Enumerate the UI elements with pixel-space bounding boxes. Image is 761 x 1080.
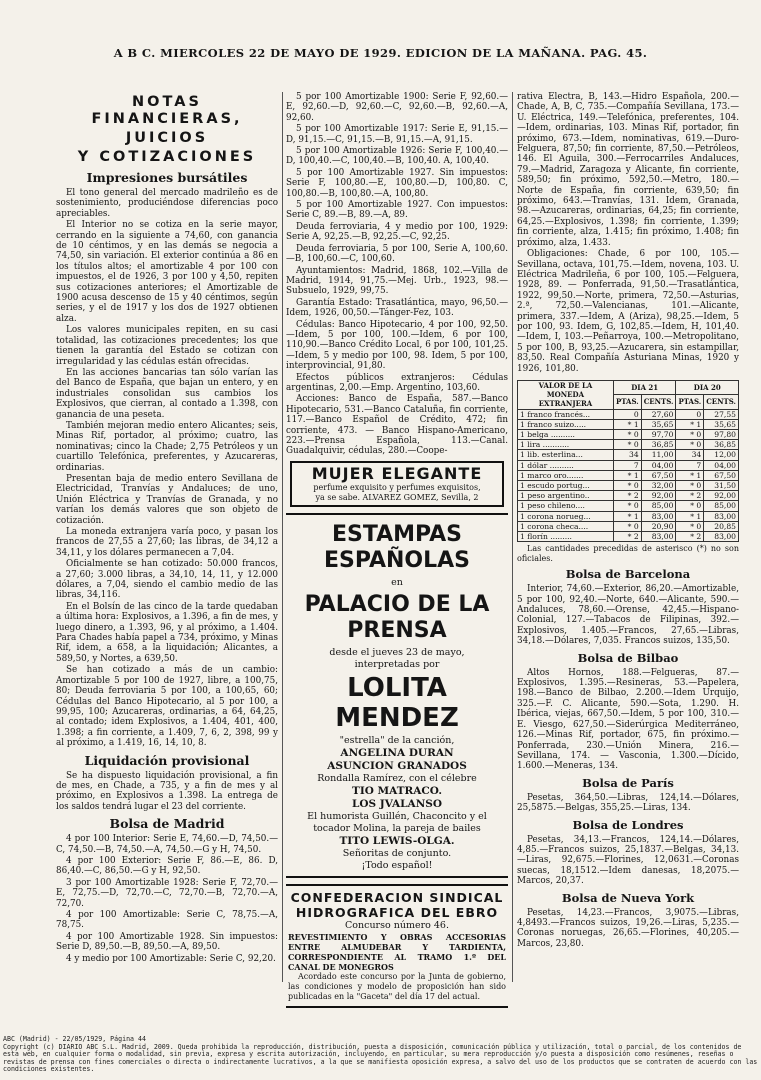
currency-name: 1 marco oro....... <box>518 470 614 480</box>
exchange-row <box>518 440 739 450</box>
cents-cell: 32,00 <box>641 481 676 491</box>
ptas-cell: * 0 <box>613 440 641 450</box>
paragraph: rativa Electra, B, 143.—Hidro Española, 200.—Chade, A, B, C, 735.—Compañía Sevillana, 173.—U. Eléctrica, 149.—Telefónica, preferentes, 104.—Idem, ordinarias, 103. Minas Rif, portador, fin próximo, 673.—Idem, nominativas, 619.—Duro-Felguera, 87,50; fin corriente, 87,50.—Petróleos, 146. El Aguila, 300.—Ferrocarriles Andaluces, 79.—Madrid, Zaragoza y Alicante, fin corriente, 589,50; fin próximo, 592,50.—Metro, 180.—Norte de España, fin corriente, 639,50; fin próximo, 643.—Tranvías, 131. Idem, Granada, 98.—Azucareras, ordinarias, 64,25; fin corriente, 64,25.—Explosivos, 1.398; fin corriente, 1.399; fin corriente, alza, 1.415; fin próximo, 1.408; fin próximo, alza, 1.433. <box>517 92 739 248</box>
advert-artist: TIO MATRACO. <box>352 784 442 797</box>
advert-venue: PALACIO DE LA PRENSA <box>304 591 490 643</box>
page-header: A B C. MIERCOLES 22 DE MAYO DE 1929. EDICION DE LA MAÑANA. PAG. 45. <box>113 46 648 60</box>
exchange-row <box>518 460 739 470</box>
currency-name: 1 dólar .......... <box>518 460 614 470</box>
exchange-unit-header: CENTS. <box>704 395 739 409</box>
exchange-row <box>518 532 739 542</box>
advert-star: LOLITA MENDEZ <box>335 672 459 733</box>
section-title: Y COTIZACIONES <box>77 149 257 165</box>
advert-line: Concurso número 46. <box>345 919 449 931</box>
advert-artist: TITO LEWIS-OLGA. <box>339 834 455 847</box>
paragraph: Pesetas, 34,13.—Francos, 124,14.—Dólares, 4,85.—Francos suizos, 25,1837.—Belgas, 34,13.—Liras, 92,675.—Florines, 12,0631.—Coronas suecas, 18,1512.—Idem danesas, 18,2075.—Marcos, 20,37. <box>517 834 739 887</box>
currency-name: 1 escudo portug... <box>518 481 614 491</box>
footer-source: ABC (Madrid) - 22/05/1929, Página 44 <box>3 1035 146 1043</box>
advert-line: tocador Molina, la pareja de bailes <box>313 822 481 834</box>
paragraph: En las acciones bancarias tan sólo varían las del Banco de España, que bajan un entero, y en industriales consolidan sus cambios los Explosivos, que cierran, al contado a 1.398, con ganancia de una peseta. <box>56 367 278 420</box>
paragraph: 5 por 100 Amortizable 1900: Serie F, 92,60.—E, 92,60.—D, 92,60.—C, 92,60.—B, 92,60.—A, 92,60. <box>286 92 508 123</box>
advert-line: ¡Todo español! <box>361 859 433 871</box>
exchange-row <box>518 470 739 480</box>
cents-cell: 36,85 <box>641 440 676 450</box>
ptas-cell: 7 <box>613 460 641 470</box>
paragraph: Pesetas, 364,50.—Libras, 124,14.—Dólares, 25,5875.—Belgas, 355,25.—Liras, 134. <box>517 792 739 814</box>
paragraph: Altos Hornos, 188.—Felgueras, 87.—Explosivos, 1.395.—Resineras, 53.—Papelera, 198.—Banco de Bilbao, 2.200.—Idem Urquijo, 325.—F. C. Alicante, 590.—Sota, 1.290. H. Ibérica, viejas, 667,50.—Idem, 5 por 100, 310.—E. Viesgo, 627,50.—Siderúrgica Mediterráneo, 126.—Minas Rif, portador, 675, fin próximo.—Ponferrada, 230.—Unión Minera, 216.—Sevillana, 174. — Vasconia, 1.300.—Dícido, 1.600.—Meneras, 134. <box>517 667 739 772</box>
paragraph: Pesetas, 14,23.—Francos, 3,9075.—Libras, 4,8493.—Francos suizos, 19,26.—Liras, 5,235.—Coronas noruegas, 26,65.—Florines, 40,205.—Marcos, 23,80. <box>517 907 739 949</box>
paragraph: Deuda ferroviaria, 4 y medio por 100, 1929: Serie A, 92,25.—B, 92,25.—C, 92,25. <box>286 221 508 243</box>
ptas-cell: * 0 <box>676 501 704 511</box>
ptas-cell: * 2 <box>613 491 641 501</box>
column-2 <box>286 92 508 1001</box>
ptas-cell: * 1 <box>676 511 704 521</box>
ptas-cell: * 1 <box>613 419 641 429</box>
paragraph: Garantía Estado: Trasatlántica, mayo, 96,50.—Idem, 1926, 00,50.—Tánger-Fez, 103. <box>286 297 508 319</box>
cents-cell: 83,00 <box>641 511 676 521</box>
cents-cell: 67,50 <box>641 470 676 480</box>
paragraph: El Interior no se cotiza en la serie mayor, cerrando en la siguiente a 74,60, con ganancia de 10 céntimos, y en las demás se negocia a 74,50, sin variación. El exterior continúa a 86 en los títulos altos; el amortizable 4 por 100 con impuestos, el de 1926, 3 por 100 y 4,50, repiten sus cotizaciones anteriores; el Amortizable de 1900 acusa descenso de 15 y 40 céntimos, según series, y el de 1917 y los dos de 1927 obtienen alza. <box>56 220 278 324</box>
ptas-cell: * 1 <box>676 419 704 429</box>
subheading: Bolsa de París <box>582 775 674 790</box>
cents-cell: 92,00 <box>704 491 739 501</box>
currency-name: 1 franco suizo..... <box>518 419 614 429</box>
subheading: Impresiones bursátiles <box>86 170 248 185</box>
paragraph: Cédulas: Banco Hipotecario, 4 por 100, 92,50.—Idem, 5 por 100, 100.—Idem, 6 por 100, 110,90.—Banco Crédito Local, 6 por 100, 101,25.—Idem, 5 y medio por 100, 98. Idem, 5 por 100, interprovincial, 91,80. <box>286 319 508 372</box>
paragraph: 5 por 100 Amortizable 1927. Sin impuestos: Serie F, 100,80.—E, 100,80.—D, 100,80. C, 100,80.—B, 100,80.—A, 100,80. <box>286 167 508 199</box>
ptas-cell: * 1 <box>613 470 641 480</box>
ptas-cell: 34 <box>613 450 641 460</box>
advert-line: ya se sabe. ALVAREZ GOMEZ, Sevilla, 2 <box>315 492 479 502</box>
paragraph: Obligaciones: Chade, 6 por 100, 105.—Sevillana, octava, 101,75.—Idem, novena, 103. U. Eléctrica Madrileña, 6 por 100, 105.—Felguera, 1928, 89. — Ponferrada, 91,50.—Trasatlántica, 1922, 99,50.—Norte, primera, 72,50.—Asturias, 2.ª, 72,50.—Valencianas, 101.—Alicante, primera, 337.—Idem, A (Ariza), 98,25.—Idem, 5 por 100, 93. Idem, G, 102,85.—Idem, H, 101,40.—Idem, I, 103.—Peñarroya, 100.—Metropolitano, 5 por 100, B, 93,25.—Azucarera, sin estampillar, 83,50. Real Compañía Asturiana Minas, 1920 y 1926, 101,80. <box>517 249 739 374</box>
paragraph: Deuda ferroviaria, 5 por 100, Serie A, 100,60.—B, 100,60.—C, 100,60. <box>286 243 508 265</box>
ptas-cell: 7 <box>676 460 704 470</box>
ptas-cell: * 0 <box>613 429 641 439</box>
cents-cell: 67,50 <box>704 470 739 480</box>
advert-line: "estrella" de la canción, <box>339 734 455 746</box>
currency-name: 1 corona norueg... <box>518 511 614 521</box>
advert-mujer-elegante <box>290 461 504 507</box>
paragraph: También mejoran medio entero Alicantes; seis, Minas Rif, portador, al próximo; cuatro, las nominativas; cinco la Chade; 2,75 Petróleos y un cuartillo Telefónica, preferentes, y Azucareras, ordinarias. <box>56 420 278 473</box>
advert-title: HIDROGRAFICA DEL EBRO <box>295 904 499 920</box>
advert-artist: ASUNCION GRANADOS <box>327 759 467 772</box>
exchange-row <box>518 521 739 531</box>
exchange-row <box>518 429 739 439</box>
paragraph: Presentan baja de medio entero Sevillana de Electricidad, Tranvías y Andaluces; de uno, Unión Eléctrica y Tranvías de Granada, y no varían los demás valores que son objeto de cotización. <box>56 473 278 526</box>
column-rule <box>512 92 513 982</box>
paragraph: 4 y medio por 100 Amortizable: Serie C, 92,20. <box>66 953 276 964</box>
exchange-row <box>518 409 739 419</box>
cents-cell: 35,65 <box>704 419 739 429</box>
column-rule <box>282 92 283 982</box>
ptas-cell: * 0 <box>613 501 641 511</box>
advert-title: MUJER ELEGANTE <box>311 463 483 483</box>
advert-line: interpretadas por <box>354 658 440 670</box>
cents-cell: 12,00 <box>704 450 739 460</box>
cents-cell: 36,85 <box>704 440 739 450</box>
paragraph: Se ha dispuesto liquidación provisional, a fin de mes, en Chade, a 735, y a fin de mes y al próximo, en Explosivos a 1.398. La entrega de los saldos tendrá lugar el 23 del corriente. <box>56 770 278 812</box>
ptas-cell: * 0 <box>613 521 641 531</box>
exchange-table-body <box>518 409 739 542</box>
advert-artist: LOS JVALANSO <box>351 797 443 810</box>
footnote: Las cantidades precedidas de asterisco (*) no son oficiales. <box>517 544 739 563</box>
subheading: Bolsa de Bilbao <box>577 650 679 665</box>
advert-line: en <box>391 576 403 588</box>
subheading: Bolsa de Barcelona <box>565 567 691 582</box>
advert-body: REVESTIMIENTO Y OBRAS ACCESORIAS ENTRE ALMUDEBAR Y TARDIENTA, CORRESPONDIENTE AL TRAMO 1.º DEL CANAL DE MONEGROS <box>288 931 506 972</box>
page-footer <box>3 1036 758 1074</box>
cents-cell: 97,80 <box>704 429 739 439</box>
ptas-cell: * 2 <box>676 491 704 501</box>
exchange-row <box>518 491 739 501</box>
exchange-row <box>518 450 739 460</box>
currency-name: 1 belga .......... <box>518 429 614 439</box>
exchange-table <box>517 380 739 542</box>
ptas-cell: * 0 <box>613 481 641 491</box>
paragraph: Oficialmente se han cotizado: 50.000 francos, a 27,60; 3.000 libras, a 34,10, 14, 11, y 12.000 dólares, a 7,04, siendo el cambio medio de las libras, 34,116. <box>56 559 278 601</box>
section-title: NOTAS FINANCIERAS, <box>91 94 243 127</box>
currency-name: 1 florín ......... <box>518 532 614 542</box>
paragraph: En el Bolsín de las cinco de la tarde quedaban a última hora: Explosivos, a 1.396, a fin de mes, y luego dinero, a 1.393, 96, y al próximo, a 1.404. Para Chades había papel a 734, próximo, y Minas Rif, idem, a 658, a la liquidación; Alicantes, a 589,50, y Nortes, a 639,50. <box>56 601 278 664</box>
advert-line: Señoritas de conjunto. <box>342 847 452 859</box>
paragraph: 5 por 100 Amortizable 1917: Serie E, 91,15.—D, 91,15.—C, 91,15.—B, 91,15.—A, 91,15. <box>286 124 508 145</box>
paragraph: 4 por 100 Amortizable 1928. Sin impuestos: Serie D, 89,50.—B, 89,50.—A, 89,50. <box>56 931 278 953</box>
paragraph: La moneda extranjera varía poco, y pasan los francos de 27,55 a 27,60; las libras, de 34,12 a 34,11, y los dólares permanecen a 7,04. <box>56 527 278 558</box>
paragraph: Efectos públicos extranjeros: Cédulas argentinas, 2,00.—Emp. Argentino, 103,60. <box>286 372 508 393</box>
cents-cell: 83,00 <box>704 511 739 521</box>
paragraph: 5 por 100 Amortizable 1926: Serie F, 100,40.—D, 100,40.—C, 100,40.—B, 100,40. A, 100,40. <box>286 146 508 167</box>
cents-cell: 04,00 <box>641 460 676 470</box>
cents-cell: 04,00 <box>704 460 739 470</box>
cents-cell: 11,00 <box>641 450 676 460</box>
exchange-day-header: DIA 20 <box>676 380 739 394</box>
column-1 <box>56 92 278 992</box>
advert-line: perfume exquisito y perfumes exquisitos, <box>313 482 481 492</box>
exchange-unit-header: PTAS. <box>613 395 641 409</box>
subheading: Bolsa de Londres <box>572 817 684 832</box>
ptas-cell: 34 <box>676 450 704 460</box>
cents-cell: 35,65 <box>641 419 676 429</box>
subheading: Liquidación provisional <box>84 752 250 768</box>
cents-cell: 20,90 <box>641 521 676 531</box>
advert-confederacion <box>286 884 508 1008</box>
paragraph: Interior, 74,60.—Exterior, 86,20.—Amortizable, 5 por 100, 92,40.—Norte, 640.—Alicante, 590.—Andaluces, 78,60.—Orense, 42,45.—Hispano-Colonial, 127.—Tabacos de Filipinas, 392.—Explosivos, 1.405.—Francos, 27,65.—Libras, 34,18.—Dólares, 7,035. Francos suizos, 135,50. <box>517 584 739 647</box>
cents-cell: 85,00 <box>704 501 739 511</box>
exchange-unit-header: PTAS. <box>676 395 704 409</box>
currency-name: 1 franco francés... <box>518 409 614 419</box>
advert-title: CONFEDERACION SINDICAL <box>290 889 504 905</box>
exchange-header-line: EXTRANJERA <box>538 399 593 409</box>
paragraph: Se han cotizado a más de un cambio: Amortizable 5 por 100 de 1927, libre, a 100,75, 80; Deuda ferroviaria 5 por 100, a 100,65, 60; Cédulas del Banco Hipotecario, al 5 por 100, a 99,95, 100; Azucareras, ordinarias, a 64, 64,25, al contado; idem Explosivos, a 1.404, 401, 400, 1.398; a fin corriente, a 1.409, 7, 6, 2, 398, 99 y al próximo, a 1.419, 16, 14, 10, 8. <box>56 665 278 749</box>
exchange-row <box>518 481 739 491</box>
cents-cell: 31,50 <box>704 481 739 491</box>
subheading: Bolsa de Nueva York <box>561 890 695 905</box>
ptas-cell: * 2 <box>613 532 641 542</box>
paragraph: 5 por 100 Amortizable 1927. Con impuestos: Serie C, 89.—B, 89.—A, 89. <box>286 200 508 221</box>
ptas-cell: 0 <box>613 409 641 419</box>
ptas-cell: 0 <box>676 409 704 419</box>
advert-line: El humorista Guillén, Chaconcito y el <box>307 810 487 822</box>
paragraph: 4 por 100 Interior: Serie E, 74,60.—D, 74,50.—C, 74,50.—B, 74,50.—A, 74,50.—G y H, 74,50. <box>56 834 278 855</box>
ptas-cell: * 0 <box>676 521 704 531</box>
exchange-row <box>518 511 739 521</box>
ptas-cell: * 0 <box>676 440 704 450</box>
cents-cell: 20,85 <box>704 521 739 531</box>
advert-note: Acordado este concurso por la Junta de gobierno, las condiciones y modelo de proposición han sido publicadas en la "Gaceta" del día 17 del actual. <box>288 971 506 1001</box>
paragraph: Los valores municipales repiten, en su casi totalidad, las cotizaciones precedentes; los que tienen la garantía del Estado se cotizan con irregularidad y las cédulas están ofrecidas. <box>56 325 278 367</box>
advert-title: ESTAMPAS ESPAÑOLAS <box>323 521 470 573</box>
paragraph: 4 por 100 Amortizable: Serie C, 78,75.—A, 78,75. <box>56 910 278 931</box>
paragraph: Ayuntamientos: Madrid, 1868, 102.—Villa de Madrid, 1914, 91,75.—Mej. Urb., 1923, 98.—Subsuelo, 1929, 99,75. <box>286 265 508 297</box>
advert-line: desde el jueves 23 de mayo, <box>329 646 465 658</box>
currency-name: 1 lib. esterlina... <box>518 450 614 460</box>
exchange-row <box>518 501 739 511</box>
cents-cell: 27,60 <box>641 409 676 419</box>
currency-name: 1 peso argentino.. <box>518 491 614 501</box>
subheading: Bolsa de Madrid <box>109 816 225 832</box>
footer-copyright: Copyright (c) DIARIO ABC S.L. Madrid, 2009. Queda prohibida la reproducción, distribución, puesta a disposición, comunicación pública y utilización, total o parcial, de los contenidos de esta web, en cualquier forma o modalidad, sin previa, expresa y escrita autorización, incluyendo, en particular, su mera reproducción y/o puesta a disposición como resúmenes, reseñas o revistas de prensa con fines comerciales o directa o indirectamente lucrativos, a la que se manifiesta oposición expresa, a salvo del uso de los productos que se contraten de acuerdo con las condiciones existentes. <box>3 1042 758 1074</box>
advert-line: Rondalla Ramírez, con el célebre <box>317 772 477 784</box>
ptas-cell: * 2 <box>676 532 704 542</box>
cents-cell: 83,00 <box>641 532 676 542</box>
exchange-day-header: DIA 21 <box>613 380 676 394</box>
currency-name: 1 lira ........... <box>518 440 614 450</box>
paragraph: 4 por 100 Exterior: Serie F, 86.—E, 86. D, 86,40.—C, 86,50.—G y H, 92,50. <box>56 855 278 877</box>
ptas-cell: * 0 <box>676 481 704 491</box>
column-3 <box>517 92 739 992</box>
cents-cell: 83,00 <box>704 532 739 542</box>
cents-cell: 27,55 <box>704 409 739 419</box>
currency-name: 1 corona checa.... <box>518 521 614 531</box>
cents-cell: 92,00 <box>641 491 676 501</box>
cents-cell: 97,70 <box>641 429 676 439</box>
exchange-unit-header: CENTS. <box>641 395 676 409</box>
exchange-header-line: VALOR DE LA MONEDA <box>538 380 593 400</box>
paragraph: Acciones: Banco de España, 587.—Banco Hipotecario, 531.—Banco Cataluña, fin corriente, 117.—Banco Español de Crédito, 472; fin corriente, 473. — Banco Hispano-Americano, 223.—Prensa Española, 113.—Canal. Guadalquivir, cédulas, 280.—Coope- <box>286 394 508 457</box>
paragraph: El tono general del mercado madrileño es de sostenimiento, produciéndose diferencias poco apreciables. <box>56 188 278 219</box>
advert-estampas <box>286 513 508 878</box>
currency-name: 1 peso chileno.... <box>518 501 614 511</box>
exchange-table-header <box>518 380 614 409</box>
exchange-row <box>518 419 739 429</box>
advert-artist: ANGELINA DURAN <box>340 746 454 759</box>
ptas-cell: * 1 <box>613 511 641 521</box>
ptas-cell: * 1 <box>676 470 704 480</box>
paragraph: 3 por 100 Amortizable 1928: Serie F, 72,70.—E, 72,75.—D, 72,70.—C, 72,70.—B, 72,70.—A, 72,70. <box>56 877 278 909</box>
cents-cell: 85,00 <box>641 501 676 511</box>
ptas-cell: * 0 <box>676 429 704 439</box>
section-title: JUICIOS <box>125 130 209 146</box>
